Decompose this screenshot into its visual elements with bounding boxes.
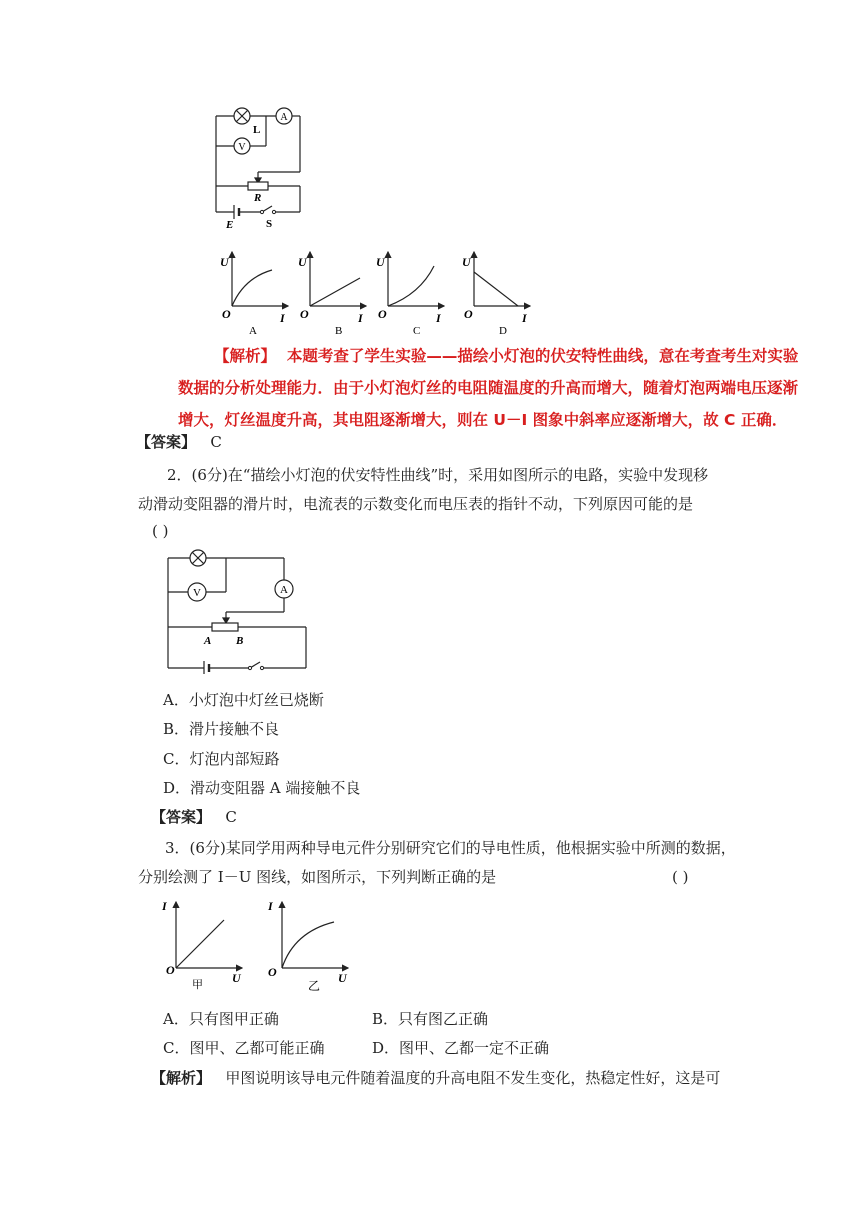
curve-b [310,278,360,306]
rheostat-end-b-label: B [236,635,244,647]
axis-i-b: I [358,311,363,325]
q3-answer-paren: ( ) [672,868,689,886]
options-graphs-1 [210,246,550,338]
q2-option-a: A．小灯泡中灯丝已烧断 [163,691,324,709]
axis-u-b: U [298,255,307,269]
q2-option-d: D．滑动变阻器 A 端接触不良 [163,779,361,797]
origin-c: O [378,307,387,321]
answer-2-tag: 【答案】 [151,808,212,826]
answer-1-value: C [210,433,222,451]
label-c: C [413,325,421,337]
origin-jia: O [166,963,175,977]
line-jia [176,920,224,968]
circuit-diagram-2 [160,548,310,674]
lamp-symbol [234,108,250,124]
axis-u-c: U [376,255,385,269]
curve-yi [282,922,334,968]
answer-2-value: C [225,808,237,826]
analysis-1-tag: 【解析】 [214,347,277,365]
ammeter-label-2: A [280,584,288,596]
curve-a [232,270,272,306]
answer-1-tag: 【答案】 [136,433,197,451]
q2-option-c: C．灯泡内部短路 [163,750,280,768]
label-a: A [249,325,257,337]
answer-2 [151,807,237,827]
iu-graphs-3 [158,896,368,992]
axis-u-jia: U [232,971,241,985]
switch-label: S [266,218,273,230]
caption-jia: 甲 [192,979,203,991]
axis-i-yi: I [268,899,273,913]
graph-option-c [376,252,444,337]
analysis-3-text: 甲图说明该导电元件随着温度的升高电阻不发生变化，热稳定性好，这是可 [225,1069,721,1087]
answer-1 [136,432,222,452]
label-b: B [335,325,343,337]
analysis-1-line-1 [214,346,798,366]
circuit-diagram-1 [200,100,320,235]
analysis-3 [151,1068,720,1088]
label-d: D [499,325,507,337]
axis-u-a: U [220,255,229,269]
voltmeter-label: V [238,142,246,153]
q3-option-b: B．只有图乙正确 [372,1010,489,1028]
q2-line-2: 动滑动变阻器的滑片时，电流表的示数变化而电压表的指针不动，下列原因可能的是 [138,495,694,513]
q3-line-2: 分别绘测了 I－U 图线，如图所示，下列判断正确的是 [138,868,497,886]
rheostat-label: R [254,192,262,204]
curve-d [474,272,518,306]
analysis-1-line-3: 增大，灯丝温度升高，其电阻逐渐增大，则在 U－I 图象中斜率应逐渐增大，故 C 正确． [178,411,788,429]
q3-option-d: D．图甲、乙都一定不正确 [372,1039,550,1057]
analysis-3-tag: 【解析】 [151,1069,212,1087]
axis-i-c: I [436,311,441,325]
origin-a: O [222,307,231,321]
q2-line-1: 2．(6分)在“描绘小灯泡的伏安特性曲线”时，采用如图所示的电路，实验中发现移 [167,466,709,484]
analysis-1-line-2: 数据的分析处理能力．由于小灯泡灯丝的电阻随温度的升高而增大，随着灯泡两端电压逐渐 [178,379,799,397]
lamp-symbol-2 [190,550,206,566]
origin-yi: O [268,965,277,979]
analysis-1-text-1: 本题考查了学生实验——描绘小灯泡的伏安特性曲线，意在考查考生对实验 [286,347,799,365]
origin-b: O [300,307,309,321]
voltmeter-label-2: V [193,587,201,599]
q2-answer-paren: ( ) [152,522,169,540]
origin-d: O [464,307,473,321]
q2-option-b: B．滑片接触不良 [163,720,280,738]
graph-yi [267,899,348,992]
q3-option-a: A．只有图甲正确 [163,1010,279,1028]
emf-label: E [226,219,234,231]
rheostat-end-a-label: A [204,635,212,647]
axis-i-jia: I [162,899,167,913]
graph-jia [161,899,242,991]
q3-option-c: C．图甲、乙都可能正确 [163,1039,325,1057]
caption-yi: 乙 [308,979,321,992]
ammeter-label: A [280,112,288,123]
axis-u-d: U [462,255,471,269]
axis-i-d: I [522,311,527,325]
axis-u-yi: U [338,971,347,985]
graph-option-a [220,252,288,337]
curve-c [388,266,434,306]
q3-line-1: 3．(6分)某同学用两种导电元件分别研究它们的导电性质，他根据实验中所测的数据， [165,839,736,857]
axis-i-a: I [280,311,285,325]
graph-option-d [462,252,530,337]
graph-option-b [298,252,366,337]
lamp-label: L [253,124,261,136]
